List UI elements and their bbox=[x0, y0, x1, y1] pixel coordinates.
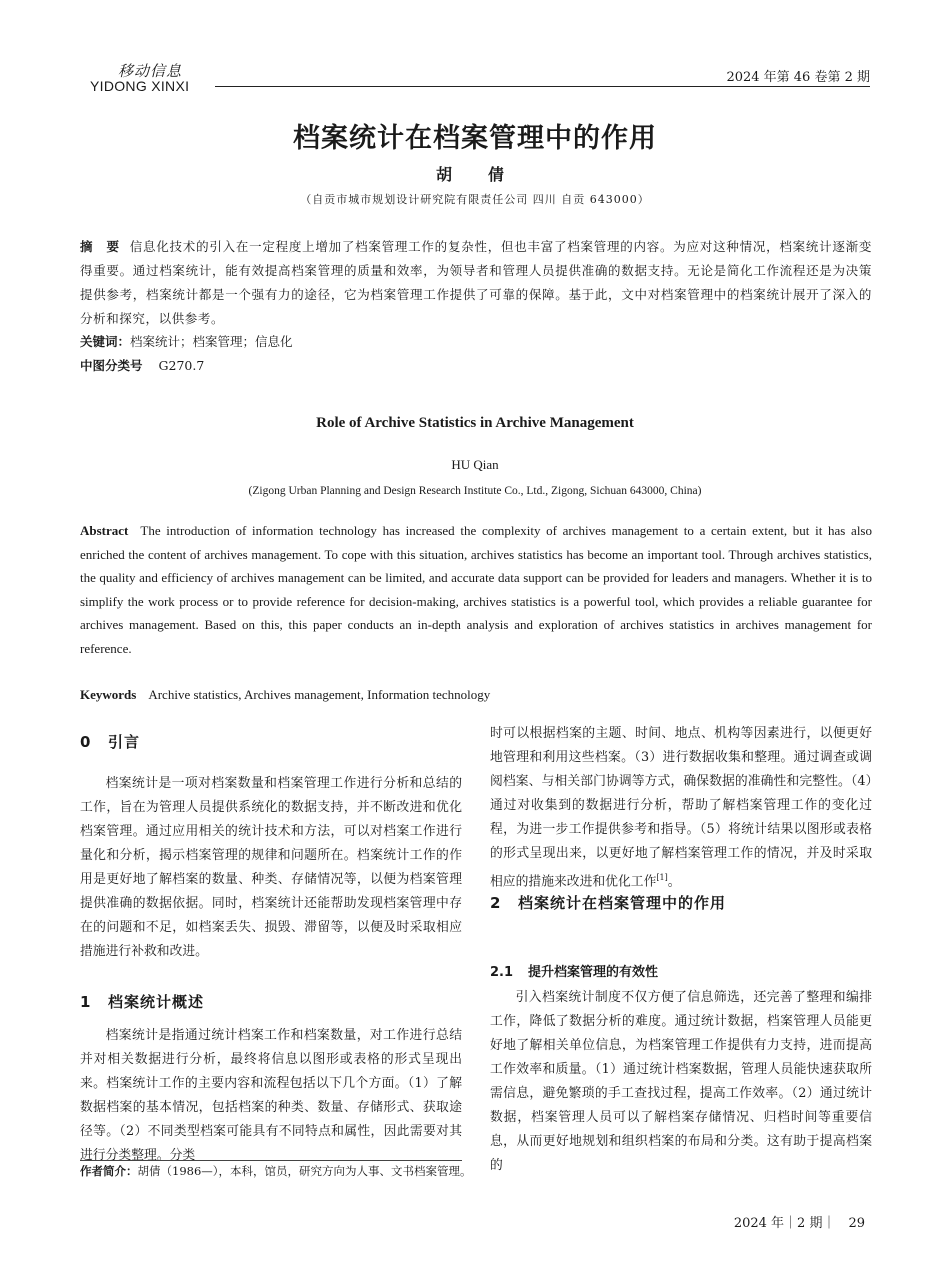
abstract-label-cn: 摘 要 bbox=[80, 239, 120, 254]
keywords-text-en: Archive statistics, Archives management, Information technology bbox=[148, 687, 491, 702]
section-number: 2.1 bbox=[490, 965, 514, 980]
author-en: HU Qian bbox=[451, 457, 499, 472]
section-0-heading bbox=[80, 730, 462, 754]
citation-ref[interactable]: [1] bbox=[656, 873, 668, 882]
keywords-label-en: Keywords bbox=[80, 687, 137, 702]
paragraph: 档案统计是一项对档案数量和档案管理工作进行分析和总结的工作，旨在为管理人员提供系统化的数据支持，并不断改进和优化档案管理。通过应用相关的统计技术和方法，可以对档案工作进行量化和分析，揭示档案管理的规律和问题所在。档案统计工作的作用是更好地了解档案的数量、种类、存储情况等，以便为档案管理提供准确的数据依据。同时，档案统计还能帮助发现档案管理中存在的问题和不足，如档案丢失、损毁、滞留等，以便及时采取相应措施进行补救和改进。 bbox=[80, 776, 462, 959]
article-title-cn: 档案统计在档案管理中的作用 bbox=[293, 123, 657, 154]
footnote-rule bbox=[80, 1160, 462, 1161]
affiliation-en: (Zigong Urban Planning and Design Research Institute Co., Ltd., Zigong, Sichuan 643000, China) bbox=[248, 485, 702, 497]
footnote-text: 胡倩（1986—），本科，馆员，研究方向为人事、文书档案管理。 bbox=[137, 1164, 472, 1178]
section-number: 2 bbox=[490, 894, 502, 912]
section-2-heading bbox=[490, 891, 872, 915]
clc-label: 中图分类号 bbox=[80, 358, 143, 373]
abstract-cn bbox=[80, 235, 872, 331]
keywords-cn bbox=[80, 330, 872, 354]
abstract-text-en: The introduction of information technology has increased the complexity of archives management to a certain extent, but it has also enriched the content of archives management. To cope with this situation, archives statistics has become an important tool. Through archives statistics, the quality and efficiency of archives management can be limited, and accurate data support can be provided for leaders and managers. Whether it is to simplify the work process or to provide reference for decision-making, archives statistics is a powerful tool, which provides a reliable guarantee for archives management. Based on this, this paper conducts an in-depth analysis and exploration of archives statistics in archives management for reference. bbox=[80, 523, 872, 656]
header-rule bbox=[215, 86, 870, 87]
article-title-en: Role of Archive Statistics in Archive Management bbox=[316, 415, 634, 431]
abstract-en bbox=[80, 519, 872, 660]
journal-name-cn: 移动信息 bbox=[118, 62, 183, 80]
section-1-body-continued bbox=[490, 722, 872, 894]
journal-name-en: YIDONG XINXI bbox=[90, 78, 190, 94]
author-cn: 胡 倩 bbox=[435, 165, 514, 184]
keywords-text-cn: 档案统计；档案管理；信息化 bbox=[130, 334, 293, 349]
abstract-text-cn: 信息化技术的引入在一定程度上增加了档案管理工作的复杂性，但也丰富了档案管理的内容。为应对这种情况，档案统计逐渐变得重要。通过档案统计，能有效提高档案管理的质量和效率，为领导者和管理人员提供准确的数据支持。无论是简化工作流程还是为决策提供参考，档案统计都是一个强有力的途径，它为档案管理工作提供了可靠的保障。基于此，文中对档案管理中的档案统计展开了深入的分析和探究，以供参考。 bbox=[80, 239, 872, 326]
section-title: 提升档案管理的有效性 bbox=[528, 965, 659, 980]
section-title: 档案统计在档案管理中的作用 bbox=[518, 894, 727, 912]
author-footnote bbox=[80, 1163, 472, 1179]
section-number: 0 bbox=[80, 733, 92, 751]
keywords-en bbox=[80, 683, 872, 707]
section-number: 1 bbox=[80, 993, 92, 1011]
section-2-1-heading bbox=[490, 961, 872, 985]
paragraph: 时可以根据档案的主题、时间、地点、机构等因素进行，以便更好地管理和利用这些档案。（3）进行数据收集和整理。通过调查或调阅档案、与相关部门协调等方式，确保数据的准确性和完整性。（4）通过对收集到的数据进行分析，帮助了解档案管理工作的变化过程，为进一步工作提供参考和指导。（5）将统计结果以图形或表格的形式呈现出来，以更好地了解档案管理工作的情况，并及时采取相应的措施来改进和优化工作[1]。 bbox=[490, 726, 872, 890]
footnote-label: 作者简介： bbox=[80, 1164, 138, 1178]
paragraph: 引入档案统计制度不仅方便了信息筛选，还完善了整理和编排工作，降低了数据分析的难度。通过统计数据，档案管理人员能更好地了解相关单位信息，为档案管理工作提供有力支持，进而提高工作效率和质量。（1）通过统计档案数据，管理人员能快速获取所需信息，避免繁琐的手工查找过程，提高工作效率。（2）通过统计数据，档案管理人员可以了解档案存储情况、归档时间等重要信息，从而更好地规划和组织档案的布局和分类。这有助于提高档案的 bbox=[490, 990, 872, 1173]
classification-number bbox=[80, 354, 872, 378]
section-title: 引言 bbox=[108, 733, 141, 751]
section-1-heading bbox=[80, 990, 462, 1014]
affiliation-cn: （自贡市城市规划设计研究院有限责任公司 四川 自贡 643000） bbox=[300, 193, 650, 206]
paragraph: 档案统计是指通过统计档案工作和档案数量，对工作进行总结并对相关数据进行分析，最终将信息以图形或表格的形式呈现出来。档案统计工作的主要内容和流程包括以下几个方面。（1）了解数据档案的基本情况，包括档案的种类、数量、存储形式、获取途径等。（2）不同类型档案可能具有不同特点和属性，因此需要对其进行分类整理。分类 bbox=[80, 1028, 462, 1163]
section-1-body bbox=[80, 1024, 462, 1168]
section-0-body bbox=[80, 772, 462, 964]
section-title: 档案统计概述 bbox=[108, 993, 205, 1011]
abstract-label-en: Abstract bbox=[80, 523, 129, 538]
issue-info: 2024 年第 46 卷第 2 期 bbox=[726, 70, 870, 85]
keywords-label-cn: 关键词： bbox=[80, 334, 131, 349]
clc-value: G270.7 bbox=[158, 358, 205, 373]
page-footer: 2024 年｜2 期｜ 29 bbox=[733, 1216, 865, 1231]
section-2-1-body bbox=[490, 986, 872, 1178]
